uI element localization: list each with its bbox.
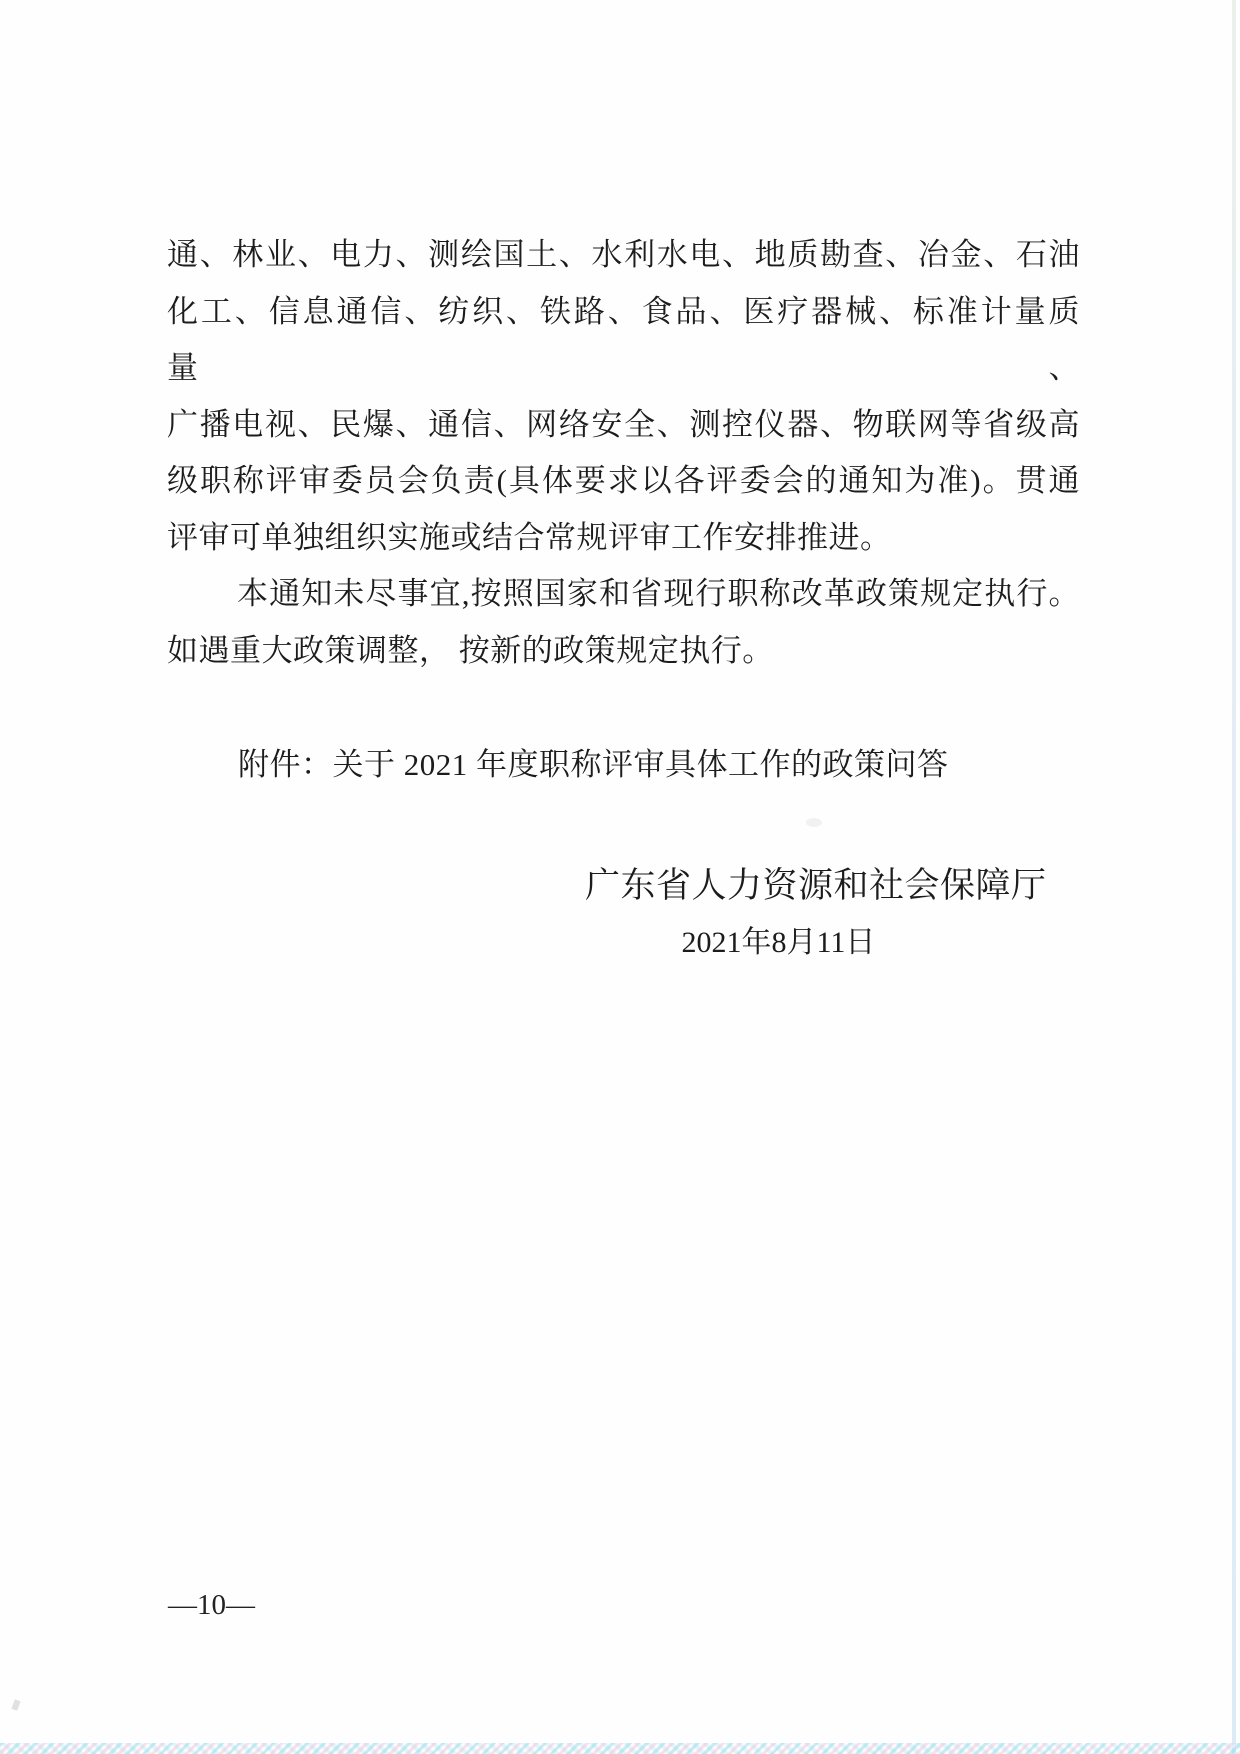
body-text-line: 化工、信息通信、纺织、铁路、食品、医疗器械、标准计量质量、 [167,293,1080,385]
attachment-reference-line: 附件：关于 2021 年度职称评审具体工作的政策问答 [238,747,949,782]
body-text-line: 广播电视、民爆、通信、网络安全、测控仪器、物联网等省级高 [167,406,1080,442]
scan-artifact-bottom-edge [0,1743,1240,1754]
document-body [167,227,1080,794]
body-text-line: 评审可单独组织实施或结合常规评审工作安排推进。 [167,519,892,555]
body-text-line: 通、林业、电力、测绘国土、水利水电、地质勘查、冶金、石油 [167,237,1080,272]
body-text-line: 本通知未尽事宜,按照国家和省现行职称改革政策规定执行。 [237,576,1080,611]
issuing-authority: 广东省人力资源和社会保障厅 [585,866,1047,905]
scan-speck [11,1699,20,1710]
scan-artifact-right-edge [1232,0,1236,1754]
scan-smudge [806,818,822,827]
body-text-line: 级职称评审委员会负责(具体要求以各评委会的通知为准)。贯通 [167,463,1080,498]
signature-block [585,864,1047,965]
issue-date: 2021年8月11日 [681,926,876,959]
page-number: —10— [168,1589,255,1621]
body-text-line: 如遇重大政策调整， 按新的政策规定执行。 [167,632,774,668]
